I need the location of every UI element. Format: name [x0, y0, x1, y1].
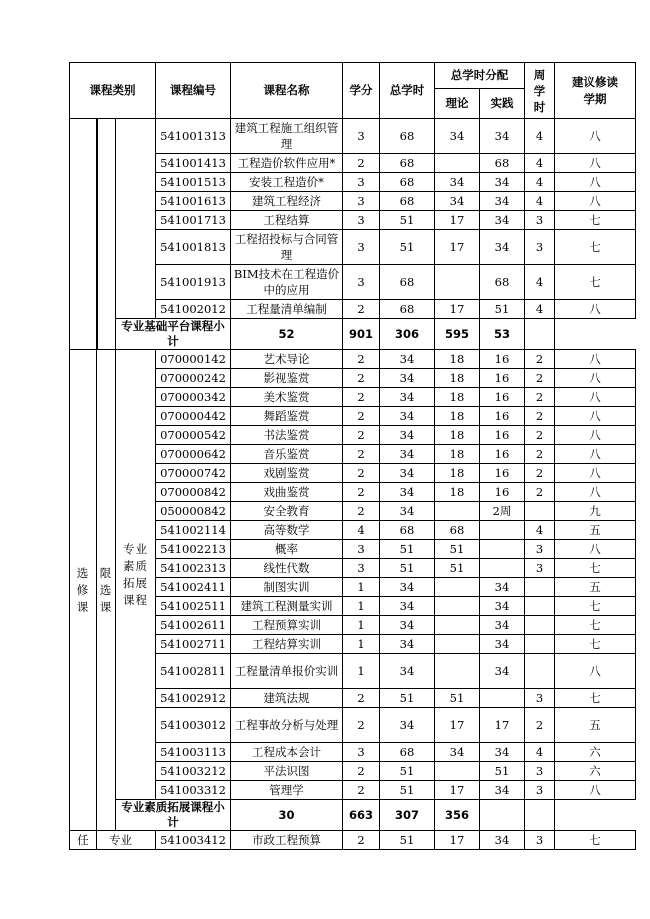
course-weekly-hours: 2 [525, 464, 555, 483]
course-theory-hours: 68 [435, 521, 480, 540]
course-credits: 3 [343, 173, 380, 192]
course-total-hours: 68 [380, 119, 435, 154]
course-practice-hours: 16 [480, 350, 525, 369]
course-code: 541002411 [156, 578, 231, 597]
course-credits: 2 [343, 464, 380, 483]
course-semester: 七 [555, 635, 636, 654]
course-practice-hours: 34 [480, 597, 525, 616]
course-semester: 七 [555, 616, 636, 635]
course-theory-hours: 17 [435, 781, 480, 800]
course-practice-hours: 34 [480, 743, 525, 762]
course-credits: 2 [343, 426, 380, 445]
course-code: 070000142 [156, 350, 231, 369]
course-name: 工程结算实训 [231, 635, 343, 654]
course-semester: 九 [555, 502, 636, 521]
course-credits: 3 [343, 540, 380, 559]
course-name: 安全教育 [231, 502, 343, 521]
subtotal-theory-hours: 307 [380, 800, 435, 831]
course-theory-hours: 18 [435, 464, 480, 483]
course-credits: 3 [343, 265, 380, 300]
subtotal-semester [525, 800, 555, 831]
course-credits: 2 [343, 781, 380, 800]
course-name: 影视鉴赏 [231, 369, 343, 388]
header-weekly-hours: 周学时 [525, 63, 555, 119]
subtotal-label: 专业素质拓展课程小计 [116, 800, 231, 831]
course-weekly-hours [525, 654, 555, 689]
category-optional: 任 [70, 831, 97, 850]
course-semester: 六 [555, 762, 636, 781]
course-credits: 3 [343, 559, 380, 578]
course-theory-hours: 18 [435, 350, 480, 369]
course-semester: 八 [555, 173, 636, 192]
course-code: 541002811 [156, 654, 231, 689]
course-code: 070000542 [156, 426, 231, 445]
course-practice-hours: 16 [480, 464, 525, 483]
category-blank [70, 119, 97, 350]
course-total-hours: 34 [380, 483, 435, 502]
course-theory-hours: 34 [435, 173, 480, 192]
course-name: 舞蹈鉴赏 [231, 407, 343, 426]
course-practice-hours: 16 [480, 483, 525, 502]
course-name: 管理学 [231, 781, 343, 800]
course-name: 平法识图 [231, 762, 343, 781]
course-semester: 七 [555, 211, 636, 230]
course-credits: 3 [343, 743, 380, 762]
course-practice-hours: 34 [480, 192, 525, 211]
course-name: 建筑工程施工组织管理 [231, 119, 343, 154]
course-theory-hours [435, 597, 480, 616]
course-code: 541001513 [156, 173, 231, 192]
subtotal-practice-hours: 356 [435, 800, 480, 831]
course-name: 工程量清单报价实训 [231, 654, 343, 689]
course-theory-hours: 17 [435, 230, 480, 265]
course-semester: 八 [555, 350, 636, 369]
category-blank [116, 119, 156, 319]
course-name: 工程造价软件应用* [231, 154, 343, 173]
course-theory-hours [435, 265, 480, 300]
course-code: 070000842 [156, 483, 231, 502]
course-weekly-hours: 2 [525, 708, 555, 743]
course-total-hours: 34 [380, 350, 435, 369]
course-credits: 2 [343, 300, 380, 319]
course-semester: 八 [555, 464, 636, 483]
section3-first-row [70, 831, 636, 850]
category-elective: 选修课 [70, 350, 97, 831]
course-name: 线性代数 [231, 559, 343, 578]
course-theory-hours: 18 [435, 388, 480, 407]
course-semester: 八 [555, 426, 636, 445]
course-weekly-hours [525, 502, 555, 521]
course-name: 工程量清单编制 [231, 300, 343, 319]
course-credits: 3 [343, 230, 380, 265]
course-code: 541002012 [156, 300, 231, 319]
subtotal-credits: 30 [231, 800, 343, 831]
course-weekly-hours: 2 [525, 407, 555, 426]
section2-first-row [70, 350, 636, 369]
header-total-hours: 总学时 [380, 63, 435, 119]
course-name: 市政工程预算 [231, 831, 343, 850]
course-total-hours: 34 [380, 407, 435, 426]
course-credits: 3 [343, 119, 380, 154]
header-code: 课程编号 [156, 63, 231, 119]
course-semester: 八 [555, 654, 636, 689]
course-semester: 五 [555, 578, 636, 597]
course-credits: 2 [343, 762, 380, 781]
course-code: 070000442 [156, 407, 231, 426]
course-total-hours: 34 [380, 445, 435, 464]
course-semester: 八 [555, 119, 636, 154]
course-weekly-hours: 4 [525, 521, 555, 540]
course-weekly-hours [525, 597, 555, 616]
course-name: BIM技术在工程造价中的应用 [231, 265, 343, 300]
course-total-hours: 68 [380, 192, 435, 211]
section1-first-row [70, 119, 636, 154]
header-category: 课程类别 [70, 63, 156, 119]
course-weekly-hours: 3 [525, 762, 555, 781]
course-total-hours: 68 [380, 173, 435, 192]
course-semester: 七 [555, 689, 636, 708]
course-total-hours: 68 [380, 743, 435, 762]
course-name: 戏曲鉴赏 [231, 483, 343, 502]
course-total-hours: 34 [380, 502, 435, 521]
course-weekly-hours: 3 [525, 689, 555, 708]
course-practice-hours: 51 [480, 762, 525, 781]
course-code: 541002114 [156, 521, 231, 540]
course-credits: 2 [343, 154, 380, 173]
course-semester: 八 [555, 407, 636, 426]
course-total-hours: 34 [380, 388, 435, 407]
course-total-hours: 51 [380, 540, 435, 559]
course-weekly-hours [525, 578, 555, 597]
course-semester: 八 [555, 369, 636, 388]
course-name: 美术鉴赏 [231, 388, 343, 407]
course-practice-hours [480, 559, 525, 578]
course-credits: 2 [343, 502, 380, 521]
course-weekly-hours: 3 [525, 781, 555, 800]
course-credits: 2 [343, 831, 380, 850]
course-name: 建筑法规 [231, 689, 343, 708]
course-practice-hours: 34 [480, 119, 525, 154]
subtotal-total-hours: 663 [343, 800, 380, 831]
course-credits: 4 [343, 521, 380, 540]
course-weekly-hours: 3 [525, 230, 555, 265]
course-code: 541002213 [156, 540, 231, 559]
course-name: 安装工程造价* [231, 173, 343, 192]
course-credits: 3 [343, 192, 380, 211]
course-name: 戏剧鉴赏 [231, 464, 343, 483]
course-total-hours: 34 [380, 635, 435, 654]
course-theory-hours: 18 [435, 426, 480, 445]
course-theory-hours: 34 [435, 192, 480, 211]
course-credits: 2 [343, 689, 380, 708]
course-credits: 2 [343, 445, 380, 464]
course-weekly-hours: 2 [525, 426, 555, 445]
course-credits: 2 [343, 350, 380, 369]
course-total-hours: 68 [380, 154, 435, 173]
course-total-hours: 34 [380, 464, 435, 483]
course-total-hours: 51 [380, 689, 435, 708]
subtotal-label: 专业基础平台课程小计 [116, 319, 231, 350]
course-theory-hours: 34 [435, 743, 480, 762]
course-theory-hours [435, 654, 480, 689]
course-name: 概率 [231, 540, 343, 559]
subtotal-weekly-hours [480, 800, 525, 831]
course-name: 工程事故分析与处理 [231, 708, 343, 743]
course-credits: 2 [343, 483, 380, 502]
course-weekly-hours: 4 [525, 300, 555, 319]
course-weekly-hours: 3 [525, 831, 555, 850]
subtotal-credits: 52 [231, 319, 343, 350]
course-semester: 八 [555, 483, 636, 502]
course-code: 541002912 [156, 689, 231, 708]
category-blank [97, 119, 116, 350]
course-credits: 1 [343, 616, 380, 635]
course-theory-hours: 34 [435, 119, 480, 154]
course-name: 建筑工程经济 [231, 192, 343, 211]
course-practice-hours: 68 [480, 154, 525, 173]
course-semester: 七 [555, 597, 636, 616]
subtotal-weekly-hours: 53 [480, 319, 525, 350]
course-code: 070000242 [156, 369, 231, 388]
course-code: 070000742 [156, 464, 231, 483]
course-total-hours: 68 [380, 265, 435, 300]
course-theory-hours: 18 [435, 445, 480, 464]
course-semester: 七 [555, 831, 636, 850]
course-code: 541001313 [156, 119, 231, 154]
course-practice-hours: 2周 [480, 502, 525, 521]
course-weekly-hours: 4 [525, 173, 555, 192]
course-semester: 五 [555, 521, 636, 540]
course-total-hours: 51 [380, 762, 435, 781]
course-weekly-hours: 2 [525, 388, 555, 407]
course-semester: 七 [555, 559, 636, 578]
course-semester: 八 [555, 445, 636, 464]
course-practice-hours: 34 [480, 635, 525, 654]
course-credits: 2 [343, 388, 380, 407]
course-total-hours: 51 [380, 831, 435, 850]
course-code: 541003212 [156, 762, 231, 781]
course-credits: 1 [343, 597, 380, 616]
course-theory-hours: 17 [435, 708, 480, 743]
subtotal-semester [525, 319, 555, 350]
course-semester: 八 [555, 540, 636, 559]
course-total-hours: 34 [380, 708, 435, 743]
course-name: 工程结算 [231, 211, 343, 230]
course-practice-hours: 16 [480, 388, 525, 407]
course-total-hours: 51 [380, 230, 435, 265]
course-weekly-hours: 3 [525, 540, 555, 559]
course-semester: 八 [555, 192, 636, 211]
course-semester: 八 [555, 154, 636, 173]
course-theory-hours [435, 635, 480, 654]
course-practice-hours: 34 [480, 230, 525, 265]
course-semester: 七 [555, 230, 636, 265]
course-name: 高等数学 [231, 521, 343, 540]
course-practice-hours: 34 [480, 578, 525, 597]
course-practice-hours [480, 540, 525, 559]
course-theory-hours [435, 616, 480, 635]
course-name: 制图实训 [231, 578, 343, 597]
course-practice-hours: 16 [480, 369, 525, 388]
course-theory-hours [435, 502, 480, 521]
course-name: 工程招投标与合同管理 [231, 230, 343, 265]
course-semester: 七 [555, 265, 636, 300]
header-hours-distribution: 总学时分配 [435, 63, 525, 89]
course-theory-hours [435, 154, 480, 173]
course-semester: 八 [555, 781, 636, 800]
course-practice-hours: 16 [480, 445, 525, 464]
course-code: 541001813 [156, 230, 231, 265]
header-semester: 建议修读学期 [555, 63, 636, 119]
course-code: 541001613 [156, 192, 231, 211]
course-weekly-hours: 4 [525, 192, 555, 211]
course-weekly-hours: 4 [525, 743, 555, 762]
course-theory-hours [435, 762, 480, 781]
course-theory-hours: 51 [435, 559, 480, 578]
subtotal-total-hours: 901 [343, 319, 380, 350]
course-code: 541002611 [156, 616, 231, 635]
course-theory-hours: 51 [435, 540, 480, 559]
header-credits: 学分 [343, 63, 380, 119]
course-theory-hours: 17 [435, 831, 480, 850]
course-theory-hours: 17 [435, 300, 480, 319]
course-semester: 八 [555, 388, 636, 407]
course-code: 050000842 [156, 502, 231, 521]
course-total-hours: 34 [380, 654, 435, 689]
course-weekly-hours: 3 [525, 211, 555, 230]
course-name: 建筑工程测量实训 [231, 597, 343, 616]
course-total-hours: 51 [380, 211, 435, 230]
category-expansion: 专业素质拓展课程 [116, 350, 156, 800]
course-practice-hours: 17 [480, 708, 525, 743]
course-code: 541001913 [156, 265, 231, 300]
course-theory-hours: 18 [435, 407, 480, 426]
course-code: 541001413 [156, 154, 231, 173]
header-theory: 理论 [435, 89, 480, 119]
course-name: 工程预算实训 [231, 616, 343, 635]
course-code: 541003012 [156, 708, 231, 743]
course-practice-hours: 34 [480, 831, 525, 850]
course-practice-hours: 34 [480, 654, 525, 689]
course-weekly-hours: 4 [525, 119, 555, 154]
course-code: 541003113 [156, 743, 231, 762]
course-code: 541003312 [156, 781, 231, 800]
header-name: 课程名称 [231, 63, 343, 119]
course-credits: 2 [343, 708, 380, 743]
course-credits: 1 [343, 635, 380, 654]
course-total-hours: 34 [380, 426, 435, 445]
course-credits: 2 [343, 407, 380, 426]
course-practice-hours: 34 [480, 211, 525, 230]
header-practice: 实践 [480, 89, 525, 119]
course-practice-hours: 51 [480, 300, 525, 319]
course-weekly-hours: 4 [525, 154, 555, 173]
category-optional-sub: 专业 [97, 831, 156, 850]
course-name: 工程成本会计 [231, 743, 343, 762]
course-practice-hours: 16 [480, 426, 525, 445]
course-semester: 八 [555, 300, 636, 319]
course-practice-hours: 16 [480, 407, 525, 426]
course-practice-hours: 68 [480, 265, 525, 300]
course-name: 书法鉴赏 [231, 426, 343, 445]
course-total-hours: 68 [380, 521, 435, 540]
course-credits: 1 [343, 578, 380, 597]
course-total-hours: 51 [380, 559, 435, 578]
subtotal-row [70, 800, 636, 831]
subtotal-theory-hours: 306 [380, 319, 435, 350]
course-weekly-hours [525, 616, 555, 635]
course-theory-hours: 18 [435, 483, 480, 502]
course-credits: 1 [343, 654, 380, 689]
course-theory-hours: 17 [435, 211, 480, 230]
course-name: 艺术导论 [231, 350, 343, 369]
course-code: 541002711 [156, 635, 231, 654]
course-weekly-hours: 3 [525, 559, 555, 578]
course-theory-hours [435, 578, 480, 597]
category-restricted: 限选课 [97, 350, 116, 831]
course-total-hours: 51 [380, 781, 435, 800]
course-total-hours: 34 [380, 369, 435, 388]
course-code: 541001713 [156, 211, 231, 230]
course-total-hours: 34 [380, 597, 435, 616]
course-credits: 3 [343, 211, 380, 230]
course-credits: 2 [343, 369, 380, 388]
course-weekly-hours: 2 [525, 350, 555, 369]
subtotal-practice-hours: 595 [435, 319, 480, 350]
course-semester: 六 [555, 743, 636, 762]
course-code: 541002511 [156, 597, 231, 616]
subtotal-row [70, 319, 636, 350]
course-practice-hours [480, 689, 525, 708]
course-code: 070000342 [156, 388, 231, 407]
course-code: 541003412 [156, 831, 231, 850]
course-total-hours: 34 [380, 578, 435, 597]
course-practice-hours: 34 [480, 781, 525, 800]
course-name: 音乐鉴赏 [231, 445, 343, 464]
course-semester: 五 [555, 708, 636, 743]
course-code: 070000642 [156, 445, 231, 464]
course-code: 541002313 [156, 559, 231, 578]
course-weekly-hours: 4 [525, 265, 555, 300]
course-total-hours: 34 [380, 616, 435, 635]
course-total-hours: 68 [380, 300, 435, 319]
course-practice-hours [480, 521, 525, 540]
course-weekly-hours: 2 [525, 483, 555, 502]
course-theory-hours: 51 [435, 689, 480, 708]
course-weekly-hours [525, 635, 555, 654]
course-weekly-hours: 2 [525, 369, 555, 388]
course-practice-hours: 34 [480, 616, 525, 635]
course-weekly-hours: 2 [525, 445, 555, 464]
course-practice-hours: 34 [480, 173, 525, 192]
course-theory-hours: 18 [435, 369, 480, 388]
course-table [69, 62, 636, 850]
